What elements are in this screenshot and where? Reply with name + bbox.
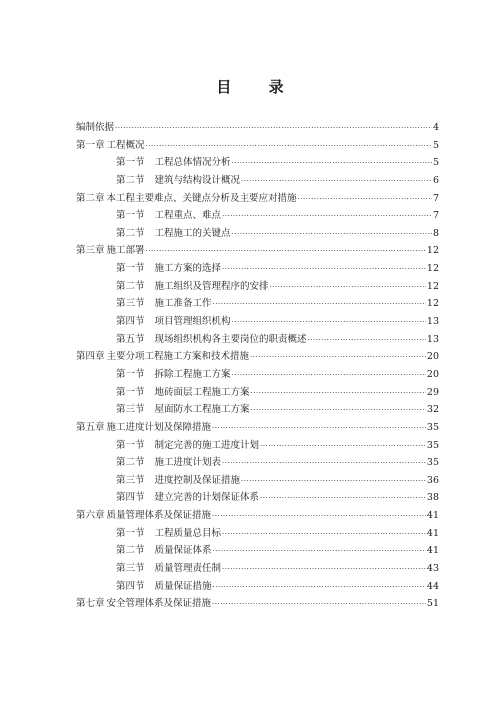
toc-section-entry[interactable] — [76, 313, 439, 331]
toc-section-number: 第一节 — [116, 157, 145, 169]
toc-page-number: 51 — [426, 598, 439, 610]
toc-section-entry[interactable] — [76, 560, 439, 578]
toc-page-number: 43 — [426, 563, 439, 575]
toc-entry-title: 进度控制及保证措施 — [154, 474, 241, 486]
toc-dot-leader — [212, 512, 426, 520]
toc-page-number: 12 — [426, 280, 439, 292]
toc-entry-title: 质量保证措施 — [154, 580, 212, 592]
toc-entry-title: 施工方案的选择 — [154, 263, 222, 275]
toc-dot-leader — [222, 530, 426, 538]
toc-entry-title: 工程概况 — [106, 139, 145, 151]
toc-section-number: 第一节 — [116, 368, 145, 380]
toc-entry-title: 主要分项工程施工方案和技术措施 — [106, 351, 250, 363]
toc-chapter-entry[interactable] — [76, 190, 439, 208]
toc-page-number: 38 — [426, 492, 439, 504]
toc-entry-title: 地砖面层工程施工方案 — [154, 386, 250, 398]
toc-section-number: 第二节 — [116, 174, 145, 186]
toc-entry-title: 质量保证体系 — [154, 545, 212, 557]
toc-entry-title: 建立完善的计划保证体系 — [154, 492, 260, 504]
toc-section-entry[interactable] — [76, 384, 439, 402]
toc-section-entry[interactable] — [76, 331, 439, 349]
toc-page-number: 32 — [426, 404, 439, 416]
toc-section-entry[interactable] — [76, 207, 439, 225]
toc-dot-leader — [213, 300, 426, 308]
toc-section-entry[interactable] — [76, 401, 439, 419]
toc-section-number: 第一节 — [116, 527, 145, 539]
toc-entry-title: 质量管理责任制 — [154, 563, 222, 575]
toc-section-number: 第二节 — [116, 227, 145, 239]
toc-section-entry[interactable] — [76, 154, 439, 172]
toc-chapter-number: 第六章 — [76, 510, 105, 522]
toc-chapter-number: 第四章 — [76, 351, 105, 363]
toc-entry-title: 质量管理体系及保证措施 — [106, 510, 212, 522]
toc-chapter-number: 第二章 — [76, 192, 105, 204]
toc-dot-leader — [212, 424, 426, 432]
toc-dot-leader — [232, 371, 426, 379]
toc-chapter-entry[interactable] — [76, 119, 439, 137]
toc-dot-leader — [213, 583, 426, 591]
toc-page-number: 12 — [426, 263, 439, 275]
toc-page-number: 36 — [426, 474, 439, 486]
toc-chapter-entry[interactable] — [76, 137, 439, 155]
toc-chapter-number: 第七章 — [76, 598, 105, 610]
toc-page-number: 35 — [426, 457, 439, 469]
toc-page-number: 41 — [426, 527, 439, 539]
toc-section-number: 第二节 — [116, 545, 145, 557]
toc-dot-leader — [222, 459, 426, 467]
toc-entry-title: 工程质量总目标 — [154, 527, 222, 539]
toc-page-number: 12 — [426, 245, 439, 257]
toc-dot-leader — [260, 494, 426, 502]
toc-dot-leader — [232, 318, 426, 326]
toc-page-number: 20 — [426, 351, 439, 363]
toc-page-number: 4 — [432, 122, 439, 133]
toc-dot-leader — [260, 442, 426, 450]
toc-dot-leader — [250, 353, 426, 361]
toc-chapter-number: 第一章 — [76, 139, 105, 151]
toc-page-number: 41 — [426, 510, 439, 522]
toc-section-entry[interactable] — [76, 525, 439, 543]
toc-dot-leader — [222, 565, 426, 573]
toc-page-number: 7 — [432, 210, 439, 222]
toc-section-number: 第四节 — [116, 580, 145, 592]
toc-chapter-number: 第三章 — [76, 245, 105, 257]
toc-page-number: 13 — [426, 316, 439, 328]
toc-entry-title: 制定完善的施工进度计划 — [154, 439, 260, 451]
toc-section-number: 第一节 — [116, 210, 145, 222]
toc-page-number: 6 — [432, 174, 439, 186]
toc-section-entry[interactable] — [76, 172, 439, 190]
toc-dot-leader — [146, 247, 426, 255]
toc-section-number: 第二节 — [116, 280, 145, 292]
toc-page-number: 20 — [426, 368, 439, 380]
toc-dot-leader — [222, 212, 432, 220]
toc-section-number: 第一节 — [116, 386, 145, 398]
toc-entry-title: 建筑与结构设计概况 — [154, 174, 241, 186]
toc-section-entry[interactable] — [76, 366, 439, 384]
toc-entry-title: 编制依据 — [76, 122, 115, 133]
toc-section-entry[interactable] — [76, 260, 439, 278]
toc-entry-title: 本工程主要难点、关键点分析及主要应对措施 — [106, 192, 297, 204]
toc-section-entry[interactable] — [76, 542, 439, 560]
toc-section-number: 第三节 — [116, 563, 145, 575]
toc-chapter-entry[interactable] — [76, 419, 439, 437]
toc-dot-leader — [241, 177, 432, 185]
toc-page-number: 5 — [432, 139, 439, 151]
toc-entry-title: 工程总体情况分析 — [154, 157, 231, 169]
toc-section-number: 第三节 — [116, 404, 145, 416]
toc-page-number: 29 — [426, 386, 439, 398]
toc-page-number: 35 — [426, 439, 439, 451]
toc-dot-leader — [251, 406, 426, 414]
page-title: 目 录 — [216, 78, 300, 96]
toc-page-number: 7 — [432, 192, 439, 204]
toc-section-number: 第三节 — [116, 474, 145, 486]
toc-section-number: 第二节 — [116, 457, 145, 469]
toc-entry-title: 项目管理组织机构 — [154, 316, 231, 328]
toc-entry-title: 施工准备工作 — [154, 298, 212, 310]
toc-section-number: 第一节 — [116, 439, 145, 451]
toc-dot-leader — [308, 336, 426, 344]
toc-chapter-entry[interactable] — [76, 507, 439, 525]
toc-dot-leader — [115, 124, 432, 132]
toc-dot-leader — [241, 477, 426, 485]
toc-page-number: 12 — [426, 298, 439, 310]
toc-chapter-number: 第五章 — [76, 421, 105, 433]
toc-dot-leader — [232, 159, 432, 167]
toc-section-entry[interactable] — [76, 578, 439, 596]
toc-section-entry[interactable] — [76, 225, 439, 243]
toc-page-number: 5 — [432, 157, 439, 169]
toc-section-entry[interactable] — [76, 454, 439, 472]
toc-section-entry[interactable] — [76, 278, 439, 296]
toc-dot-leader — [270, 283, 426, 291]
toc-section-number: 第五节 — [116, 333, 145, 345]
toc-chapter-entry[interactable] — [76, 348, 439, 366]
toc-dot-leader — [213, 547, 426, 555]
toc-page-number: 8 — [432, 227, 439, 239]
toc-entry-title: 施工进度计划表 — [154, 457, 222, 469]
toc-dot-leader — [212, 600, 426, 608]
toc-section-number: 第一节 — [116, 263, 145, 275]
toc-section-number: 第四节 — [116, 316, 145, 328]
toc-entry-title: 拆除工程施工方案 — [154, 368, 231, 380]
toc-entry-title: 施工进度计划及保障措施 — [106, 421, 212, 433]
toc-entry-title: 屋面防水工程施工方案 — [154, 404, 250, 416]
toc-section-number: 第四节 — [116, 492, 145, 504]
toc-entry-title: 施工部署 — [106, 245, 145, 257]
toc-entry-title: 工程重点、难点 — [154, 210, 222, 222]
toc-entry-title: 施工组织及管理程序的安排 — [154, 280, 269, 292]
toc-section-number: 第三节 — [116, 298, 145, 310]
toc-dot-leader — [298, 195, 432, 203]
toc-dot-leader — [146, 142, 432, 150]
toc-chapter-entry[interactable] — [76, 595, 439, 613]
toc-page-number: 41 — [426, 545, 439, 557]
toc-entry-title: 工程施工的关键点 — [154, 227, 231, 239]
toc-section-entry[interactable] — [76, 295, 439, 313]
toc-page-number: 35 — [426, 421, 439, 433]
toc-section-entry[interactable] — [76, 489, 439, 507]
toc-dot-leader — [251, 389, 426, 397]
toc-page-number: 44 — [426, 580, 439, 592]
toc-page-number: 13 — [426, 333, 439, 345]
toc-dot-leader — [232, 230, 432, 238]
toc-dot-leader — [222, 265, 426, 273]
toc-section-entry[interactable] — [76, 437, 439, 455]
table-of-contents — [76, 119, 439, 613]
toc-chapter-entry[interactable] — [76, 242, 439, 260]
toc-entry-title: 现场组织机构各主要岗位的职责概述 — [154, 333, 307, 345]
toc-entry-title: 安全管理体系及保证措施 — [106, 598, 212, 610]
toc-section-entry[interactable] — [76, 472, 439, 490]
